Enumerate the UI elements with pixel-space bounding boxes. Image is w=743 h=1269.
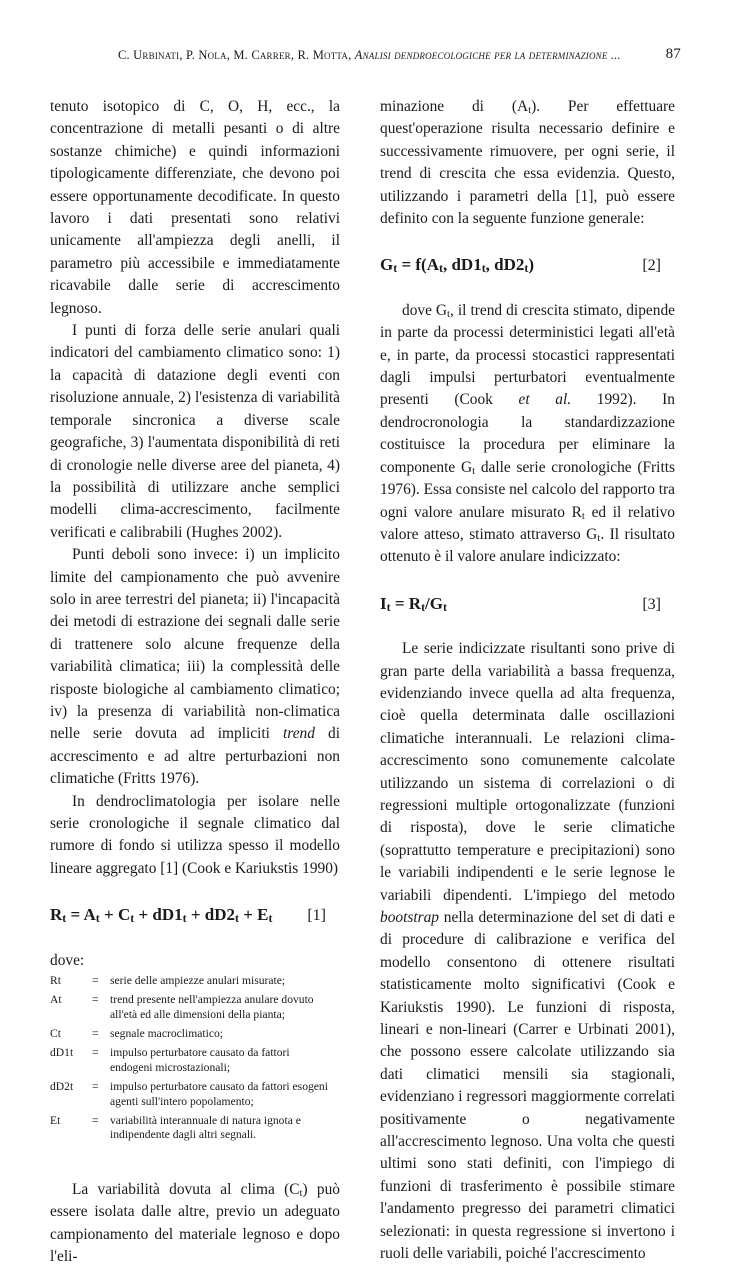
eq-operator: =: [66, 905, 84, 925]
eq-subscript: t: [130, 911, 135, 926]
text-run: Punti deboli sono invece: i) un implicito limite del campionamento che può avvenire solo in aree terrestri del pianeta; ii) l'incapacità dei metodi di estrazione dei segnali dalle serie di trattenere solo alcune frequenze della variabilità climatica; iii) la complessità delle risposte biologiche al cambiamento climatico; iv) la presenza di variabilità non-climatica nelle serie dovuta ad impliciti: [50, 546, 340, 743]
paragraph: [380, 96, 675, 230]
eq-subscript: t: [95, 911, 100, 926]
legend-intro: dove:: [50, 951, 85, 969]
legend-symbol: dD1t: [50, 1046, 74, 1060]
text-run: nella determinazione del set di dati e di procedure di calibrazione e verifica del modello consentono di ottenere risultati statisticamente molto significativi (Cook e Kariukstis 1990). Le funzioni di risposta, lineari e non-lineari (Carrer e Urbinati 2001), che possono essere calcolate utilizzando sia dati climatici mensili sia stagionali, evidenziano i regressori maggiormente correlati positivamente o negativamente all'accrescimento legnoso. Una volta che questi ultimi sono stati definiti, con l'impiego di funzioni di trasferimento è possibile stimare l'andamento pregresso dei parametri climatici selezionati: in questa regressione si invertono i ruoli delle variabili, poiché l'accrescimento: [380, 909, 675, 1263]
subscript: t: [581, 509, 585, 522]
text-run: di accrescimento e ad altre perturbazioni non climatiche (Fritts 1976).: [50, 725, 340, 788]
eq-term: G: [380, 255, 394, 275]
eq-term: , dD1: [442, 255, 482, 275]
left-column: [50, 96, 340, 1269]
equation-3: [380, 593, 675, 616]
header-authors: [118, 48, 621, 63]
eq-operator: +: [186, 905, 205, 925]
legend-row: [50, 1046, 340, 1075]
italic-term: trend: [283, 725, 315, 743]
subscript: t: [597, 531, 601, 544]
eq-subscript: t: [393, 261, 398, 276]
eq-subscript: t: [439, 261, 443, 276]
eq-term: , dD2: [485, 255, 525, 275]
legend-row: [50, 974, 340, 989]
legend-equals: =: [92, 1027, 99, 1040]
eq-subscript: t: [421, 599, 426, 614]
page-number: 87: [665, 46, 681, 62]
eq-term: = f(A: [397, 255, 439, 275]
legend-row: [50, 1114, 340, 1143]
legend-row: [50, 1027, 340, 1042]
paragraph: In dendroclimatologia per isolare nelle serie cronologiche il segnale climatico dal rumore di fondo si utilizza spesso il modello lineare aggregato [1] (Cook e Kariukstis 1990): [50, 792, 340, 877]
equation-number: [3]: [642, 595, 661, 613]
header-authors-text: C. Urbinati, P. Nola, M. Carrer, R. Motta,: [118, 48, 352, 62]
eq-term: A: [83, 905, 96, 925]
paragraph: tenuto isotopico di C, O, H, ecc., la concentrazione di metalli pesanti o di altre sostanze chimiche) e quindi informazioni tipologicamente differenziate, che devono poi essere opportunamente decodificate. In questo lavoro i dati presentati sono relativi unicamente all'ampiezza degli anelli, il parametro più accessibile e immediatamente ricavabile dalle serie di accrescimento legnoso.: [50, 98, 340, 317]
eq-term: E: [257, 905, 269, 925]
header-article-title: Analisi dendroecologiche per la determinazione ...: [354, 48, 621, 62]
legend-row: [50, 1080, 340, 1109]
subscript: t: [528, 104, 532, 116]
legend-equals: =: [92, 1046, 99, 1060]
text-run: ) può essere isolata dalle altre, previo un adeguato campionamento del materiale legnoso e dopo l'eli-: [50, 1180, 340, 1266]
text-run: . Il risultato ottenuto è il valore anulare indicizzato:: [380, 525, 675, 566]
legend-symbol: Ct: [50, 1027, 61, 1040]
equation-body: [380, 254, 534, 276]
text-run: dove G: [402, 301, 448, 319]
eq-term: I: [380, 593, 387, 613]
legend-symbol: Et: [50, 1113, 61, 1127]
equation-number: [2]: [642, 257, 661, 275]
legend-equals: =: [92, 1079, 99, 1093]
text-run: dalle serie cronologiche (Fritts 1976). Essa consiste nel calcolo del rapporto tra ogni valore anulare misurato R: [380, 458, 675, 521]
text-run: , il trend di crescita stimato, dipende in parte da processi deterministici legati all'età e, in parte, da processi stocastici rappresentati dagli impulsi perturbatori eventualmente presenti (Cook: [380, 301, 675, 409]
paragraph: [380, 300, 675, 569]
eq-operator: +: [99, 905, 118, 925]
right-column: [380, 96, 675, 1266]
eq-subscript: t: [62, 911, 67, 926]
equation-number: [1]: [307, 907, 326, 925]
legend-symbol: Rt: [50, 974, 61, 988]
legend-equals: =: [92, 1113, 99, 1127]
subscript: t: [447, 307, 451, 320]
eq-term: dD2: [204, 905, 235, 925]
italic-term: bootstrap: [380, 909, 440, 926]
eq-subscript: t: [268, 911, 273, 926]
equation-body: [50, 904, 272, 926]
legend-description: impulso perturbatore causato da fattori endogeni microstazionali;: [110, 1046, 290, 1074]
text-run: Le serie indicizzate risultanti sono prive di gran parte della variabilità a bassa frequenza, evidenziando invece quella ad alta frequenza, cioè quella determinata dalle oscillazioni climatiche interannuali. Le relazioni clima-accrescimento sono comunemente calcolate utilizzando un sistema di correlazioni o di regressioni multiple ortogonalizzate (funzioni di risposta), dove le serie climatiche (soprattutto temperature e precipitazioni) sono le variabili indipendenti e le serie legnose le variabili dipendenti. L'impiego del metodo: [380, 640, 675, 904]
eq-operator: +: [238, 905, 258, 925]
text-run: 1992). In dendrocronologia la standardizzazione costituisce la procedura per eliminare la componente G: [380, 391, 675, 476]
eq-subscript: t: [481, 261, 486, 276]
eq-term: R: [50, 905, 63, 925]
eq-term: /G: [425, 593, 443, 613]
legend-description: impulso perturbatore causato da fattori esogeni agenti sull'intero popolamento;: [110, 1079, 328, 1108]
eq-subscript: t: [442, 599, 447, 614]
equation-2: [380, 254, 675, 277]
text-run: La variabilità dovuta al clima (C: [72, 1180, 300, 1198]
paragraph: [50, 1179, 340, 1269]
eq-subscript: t: [235, 911, 239, 926]
paragraph: I punti di forza delle serie anulari quali indicatori del cambiamento climatico sono: 1) la capacità di datazione degli eventi con risoluzione annuale, 2) l'esistenza di variabilità temporale sincronica a diverse scale geografiche, 3) l'aumentata disponibilità di reti di cronologie nelle diverse aree del pianeta, 4) la possibilità di utilizzare anche semplici modelli clima-accrescimento, facilmente verificati e calibrabili (Hughes 2002).: [50, 322, 340, 541]
legend-symbol: At: [50, 993, 62, 1007]
variable-legend: [50, 974, 340, 1143]
paragraph: [50, 544, 340, 790]
eq-term: dD1: [152, 905, 183, 925]
subscript: t: [472, 464, 476, 477]
legend-description: trend presente nell'ampiezza anulare dovuto all'età ed alle dimensioni della pianta;: [110, 993, 314, 1021]
legend-description: serie delle ampiezze anulari misurate;: [110, 974, 286, 988]
legend-row: [50, 993, 340, 1022]
italic-term: et al.: [518, 391, 572, 409]
eq-term: ): [528, 255, 535, 275]
legend-equals: =: [92, 993, 99, 1007]
legend-equals: =: [92, 974, 99, 988]
eq-subscript: t: [386, 599, 391, 614]
subscript: t: [299, 1186, 303, 1199]
text-run: ). Per effettuare quest'operazione risulta necessario definire e successivamente rimuovere, per ogni serie, il trend di crescita che essa evidenzia. Questo, utilizzando i parametri della [1], può essere definito con la seguente funzione generale:: [380, 98, 675, 228]
text-run: minazione di (A: [380, 98, 529, 115]
paragraph: [380, 638, 675, 1265]
legend-symbol: dD2t: [50, 1079, 74, 1093]
eq-term: C: [117, 905, 131, 925]
running-header: [0, 48, 743, 68]
equation-body: [380, 593, 447, 615]
eq-subscript: t: [524, 261, 529, 276]
eq-subscript: t: [182, 911, 187, 926]
equation-1: [50, 904, 340, 927]
eq-operator: +: [134, 905, 153, 925]
legend-description: segnale macroclimatico;: [110, 1027, 223, 1040]
text-run: ed il relativo valore atteso, stimato attraverso G: [380, 503, 675, 543]
eq-term: = R: [390, 593, 422, 613]
legend-description: variabilità interannuale di natura ignota e indipendente dagli altri segnali.: [110, 1113, 301, 1142]
